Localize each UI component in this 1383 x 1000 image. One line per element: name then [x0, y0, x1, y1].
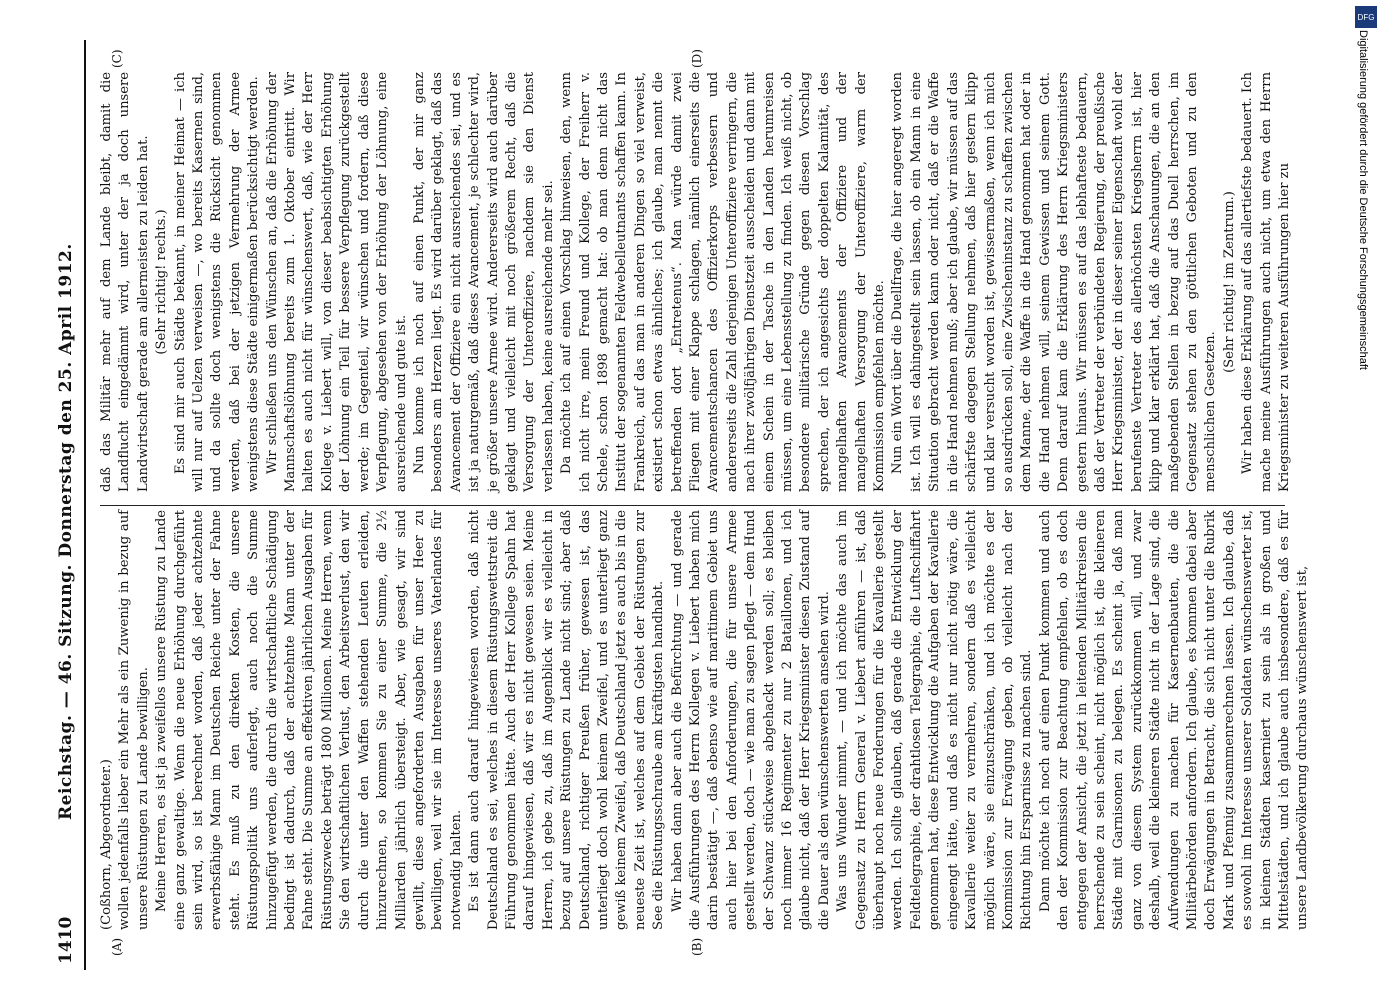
margin-marker-a: (A) — [110, 937, 124, 956]
speaker-line: (Coßhorn, Abgeordneter.) — [99, 759, 114, 930]
paragraph: Dann möchte ich noch auf einen Punkt kommen und auch den der Kommission zur Beachtung empfehlen, ob es doch entgegen der Ansicht, die jetzt in leitenden Militärkreisen die herrschende zu sein scheint, nicht möglich ist, die kleineren Städte mit Garnisonen zu belegen. Es scheint ja, daß man ganz von diesem System zurückkommen will, und zwar deshalb, weil die kleineren Städte nicht in der Lage sind, die Aufwendungen zu machen für Kasernenbauten, die die Militärbehörden anfordern. Ich glaube, es kommen dabei aber doch Erwägungen in Betracht, die sich nicht unter die Rubrik Mark und Pfennig zusammenrechnen lassen. Ich glaube, daß es sowohl im Interesse unserer Soldaten wünschenswerter ist, in kleinen Städten kaserniert zu sein als in großen und Mittelstädten, und ich glaube auch insbesondere, daß es für unsere Landbevölkerung durchaus wünschenswert ist, — [1037, 510, 1311, 930]
dfg-logo: DFG — [1355, 6, 1377, 28]
paragraph: Wir haben diese Erklärung auf das allertiefste bedauert. Ich mache meine Ausführungen auch nicht, um etwa den Herrn Kriegsminister zu weiteren Ausführungen hier zu — [1240, 72, 1292, 492]
paragraph: Es sind mir auch Städte bekannt, in meiner Heimat — ich will nur auf Uelzen verweisen —, wo bereits Kasernen sind, und da sollte doch wenigstens die Rücksicht genommen werden, daß bei der jetzigen Vermehrung der Armee wenigstens diese Städte einigermaßen berücksichtigt werden. — [172, 72, 262, 492]
right-column — [98, 72, 1292, 492]
paragraph: Es ist dann auch darauf hingewiesen worden, daß nicht Deutschland es sei, welches in diesem Rüstungswettstreit die Führung genommen hätte. Auch der Herr Kollege Spahn hat darauf hingewiesen, daß wir es nicht gewesen seien. Meine Herren, ich gebe zu, daß im Augenblick wir es vielleicht in bezug auf unsere Rüstungen zu Lande nicht sind; aber daß Deutschland, richtiger Preußen früher, gewesen ist, das unterliegt doch wohl keinem Zweifel, und es unterliegt ganz gewiß keinem Zweifel, daß Deutschland jetzt es auch bis in die neueste Zeit ist, welches auf dem Gebiet der Rüstungen zur See die Rüstungsschraube am kräftigsten handhabt. — [467, 510, 667, 930]
paragraph: wollen jedenfalls lieber ein Mehr als ein Zuwenig in bezug auf unsere Rüstungen zu Lande bewilligen. — [117, 510, 151, 930]
digitization-note — [1351, 30, 1377, 980]
page-title: Reichstag. — 46. Sitzung. Donnerstag den 25. April 1912. — [56, 243, 76, 820]
margin-marker-b: (B) — [690, 937, 704, 956]
digitization-note-text: Digitalisierung gefördert durch die Deutsche Forschungsgemeinschaft — [1357, 30, 1369, 370]
paragraph: Da möchte ich auf einen Vorschlag hinweisen, den, wenn ich nicht irre, mein Freund und Kollege, der Freiherr v. Schele, schon 1898 gemacht hat: ob man denn nicht das Institut der sogenannten Feldwebelleutnants schaffen kann. In Frankreich, auf das man in anderen Dingen so viel verweist, existiert schon etwas ähnliches; ich glaube, man nennt die betreffenden dort „Entretenus“. Man würde damit zwei Fliegen mit einer Klappe schlagen, nämlich einerseits die Avancementschancen des Offizierkorps verbessern und andererseits die Zahl derjenigen Unteroffiziere verringern, die nach ihrer zwölfjährigen Dienstzeit ausscheiden und dann mit einem Schein in der Tasche in den Landen herumreisen müssen, um eine Lebensstellung zu finden. Ich weiß nicht, ob besondere militärische Gründe gegen diesen Vorschlag sprechen, der ich angesichts der doppelten Kalamität, des mangelhaften Avancements der Offiziere und der mangelhaften Versorgung der Unteroffiziere, warm der Kommission empfehlen möchte. — [559, 72, 888, 492]
interjection: (Sehr richtig! im Zentrum.) — [1221, 191, 1237, 373]
page-header — [50, 40, 86, 970]
paragraph: Wir schließen uns den Wünschen an, daß die Erhöhung der Mannschaftslöhnung bereits zum 1. Oktober eintritt. Wir halten es auch nicht für wünschenswert, daß, wie der Herr Kollege v. Liebert will, von dieser beabsichtigten Erhöhung der Löhnung ein Teil für bessere Verpflegung zurückgestellt werde; im Gegenteil, wir wünschen und fordern, daß diese Verpflegung, abgesehen von der Erhöhung der Löhnung, eine ausreichende und gute ist. — [264, 72, 409, 492]
paragraph: Nun ein Wort über die Duellfrage, die hier angeregt worden ist. Ich will es dahingestellt sein lassen, ob ein Mann in eine Situation gebracht werden kann oder nicht, daß er die Waffe in die Hand nehmen muß; aber ich glaube, wir müssen auf das schärfste dagegen Stellung nehmen, daß hier gestern klipp und klar versucht worden ist, gewissermaßen, wenn ich mich so ausdrücken soll, eine Zwischeninstanz zu schaffen zwischen dem Manne, der die Waffe in die Hand genommen hat oder in die Hand nehmen will, seinem Gewissen und seinem Gott. Denn darauf kam die Erklärung des Herrn Kriegsministers gestern hinaus. Wir müssen es auf das lebhafteste bedauern, daß der Vertreter der verbündeten Regierung, der preußische Herr Kriegsminister, der in dieser seiner Eigenschaft wohl der berufenste Vertreter des allerhöchsten Kriegsherrn ist, hier klipp und klar erklärt hat, daß die Anschauungen, die an den maßgebenden Stellen in bezug auf das Duell herrschen, im Gegensatz stehen zu den göttlichen Geboten und zu den menschlichen Gesetzen. — [890, 72, 1219, 492]
paragraph: Nun komme ich noch auf einen Punkt, der mir ganz besonders am Herzen liegt. Es wird darüber geklagt, daß das Avancement der Offiziere ein nicht ausreichendes sei, und es ist ja naturgemäß, daß dieses Avancement, je schlechter wird, je größer unsere Armee wird. Andererseits wird auch darüber geklagt und vielleicht mit noch größerem Recht, daß die Versorgung der Unteroffiziere, nachdem sie den Dienst verlassen haben, keine ausreichende mehr sei. — [411, 72, 556, 492]
column-rule — [100, 505, 1285, 506]
interjection: (Sehr richtig! rechts.) — [154, 209, 170, 355]
paragraph: Meine Herren, es ist ja zweifellos unsere Rüstung zu Lande eine ganz gewaltige. Wenn die neue Erhöhung durchgeführt sein wird, so ist berechnet worden, daß jeder achtzehnte erwerbsfähige Mann im Deutschen Reiche unter der Fahne steht. Es muß zu den direkten Kosten, die unsere Rüstungspolitik uns auferlegt, auch noch die Summe hinzugefügt werden, die durch die wirtschaftliche Schädigung bedingt ist dadurch, daß der achtzehnte Mann unter der Fahne steht. Die Summe an effektiven jährlichen Ausgaben für Rüstungszwecke beträgt 1800 Millionen. Meine Herren, wenn Sie den wirtschaftlichen Verlust, den Arbeitsverlust, den wir durch die unter den Waffen stehenden Leuten erleiden, hinzurechnen, so kommen Sie zu einer Summe, die 2½ Milliarden jährlich übersteigt. Aber, wie gesagt, wir sind gewillt, diese angeforderten Ausgaben für unser Heer zu bewilligen, weil wir sie im Interesse unseres Vaterlandes für notwendig halten. — [154, 510, 464, 930]
margin-marker-c: (C) — [110, 49, 124, 68]
paragraph: Was uns Wunder nimmt, — und ich möchte das auch im Gegensatz zu Herrn General v. Liebert anführen — ist, daß überhaupt noch neue Forderungen für die Kavallerie gestellt werden. Ich sollte glauben, daß gerade die Entwicklung der Feldtelegraphie, der drahtlosen Telegraphie, die Luftschiffahrt genommen hat, diese Entwicklung die Aufgaben der Kavallerie eingeengt hätte, und daß es nicht nur nicht nötig wäre, die Kavallerie weiter zu vermehren, sondern daß es vielleicht möglich wäre, sie einzuschränken, und ich möchte es der Kommission zur Erwägung geben, ob vielleicht nach der Richtung hin Ersparnisse zu machen sind. — [835, 510, 1035, 930]
margin-marker-d: (D) — [690, 49, 704, 68]
page-number: 1410 — [56, 916, 76, 964]
left-column — [98, 510, 1311, 930]
paragraph: daß das Militär mehr auf dem Lande bleibt, damit die Landflucht eingedämmt wird, unter der ja doch unsere Landwirtschaft gerade am allermeisten zu leiden hat. — [99, 72, 151, 492]
paragraph: Wir haben dann aber auch die Befürchtung — und gerade die Ausführungen des Herrn Kollegen v. Liebert haben mich darin bestätigt —, daß ebenso wie auf maritimem Gebiet uns auch hier bei den Anforderungen, die für unsere Armee gestellt werden, doch — wie man zu sagen pflegt — dem Hund der Schwanz stückweise abgehackt werden soll; es bleiben noch immer 16 Regimenter zu nur 2 Bataillonen, und ich glaube nicht, daß der Herr Kriegsminister diesen Zustand auf die Dauer als den wünschenswerten ansehen wird. — [669, 510, 832, 930]
document-page — [50, 40, 1311, 970]
